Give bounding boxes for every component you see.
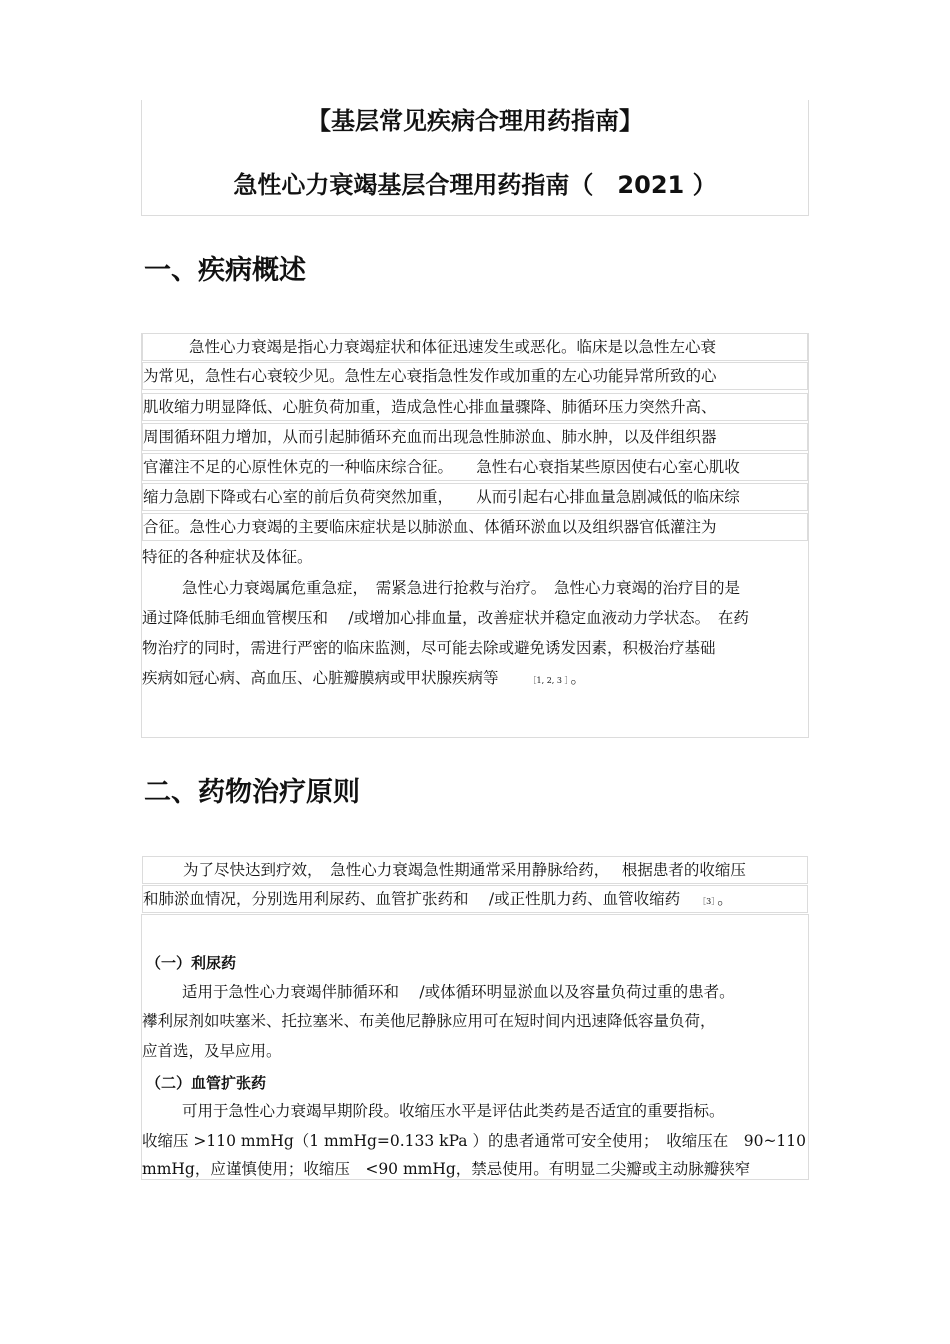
paragraph-line: mmHg，应谨慎使用；收缩压 <90 mmHg，禁忌使用。有明显二尖瓣或主动脉瓣狭窄 [142, 1160, 751, 1178]
intro-line: 为了尽快达到疗效， 急性心力衰竭急性期通常采用静脉给药， 根据患者的收缩压 [142, 856, 808, 884]
subheading-diuretics: （一）利尿药 [146, 954, 237, 972]
paragraph-line: 收缩压 >110 mmHg（1 mmHg=0.133 kPa ）的患者通常可安全使用； 收缩压在 90~110 [142, 1132, 807, 1150]
paragraph-line: 合征。急性心力衰竭的主要临床症状是以肺淤血、体循环淤血以及组织器官低灌注为 [142, 513, 808, 541]
citation-ref: ［3］ [698, 897, 716, 906]
paragraph-line: 应首选，及早应用。 [142, 1042, 282, 1060]
series-title: 【基层常见疾病合理用药指南】 [307, 107, 643, 135]
paragraph-line: 通过降低肺毛细血管楔压和 /或增加心排血量，改善症状并稳定血液动力学状态。 在药 [142, 609, 749, 627]
section-heading-principles: 二、药物治疗原则 [144, 777, 360, 808]
paragraph-line: 缩力急剧下降或右心室的前后负荷突然加重， 从而引起右心排血量急剧减低的临床综 [142, 483, 808, 511]
paragraph-line-last [142, 664, 808, 692]
paragraph-line: 襻利尿剂如呋塞米、托拉塞米、布美他尼静脉应用可在短时间内迅速降低容量负荷， [142, 1012, 716, 1030]
paragraph-line: 周围循环阻力增加，从而引起肺循环充血而出现急性肺淤血、肺水肿，以及伴组织器 [142, 423, 808, 451]
citation-ref: ［1, 2, 3 ］ [528, 676, 569, 685]
paragraph-line: 肌收缩力明显降低、心脏负荷加重，造成急性心排血量骤降、肺循环压力突然升高、 [142, 393, 808, 421]
paragraph-line: 物治疗的同时，需进行严密的临床监测，尽可能去除或避免诱发因素，积极治疗基础 [142, 639, 716, 657]
paragraph-line: 适用于急性心力衰竭伴肺循环和 /或体循环明显淤血以及容量负荷过重的患者。 [182, 983, 735, 1001]
subheading-vasodilators: （二）血管扩张药 [146, 1074, 267, 1092]
paragraph-line: 急性心力衰竭是指心力衰竭症状和体征迅速发生或恶化。临床是以急性左心衰 [142, 333, 808, 361]
paragraph-line: 特征的各种症状及体征。 [142, 548, 313, 566]
paragraph-line: 为常见，急性右心衰较少见。急性左心衰指急性发作或加重的左心功能异常所致的心 [142, 362, 808, 390]
paragraph-text: 疾病如冠心病、高血压、心脏瓣膜病或甲状腺疾病等 [142, 669, 499, 687]
paragraph-line: 急性心力衰竭属危重急症， 需紧急进行抢救与治疗。 急性心力衰竭的治疗目的是 [182, 579, 741, 597]
document-title: 急性心力衰竭基层合理用药指南（ 2021 ） [233, 171, 717, 199]
intro-text: 和肺淤血情况，分别选用利尿药、血管扩张药和 /或正性肌力药、血管收缩药 [143, 890, 681, 908]
end-punct: 。 [717, 890, 733, 908]
intro-line-last [142, 885, 808, 913]
end-punct: 。 [570, 669, 587, 687]
paragraph-line: 可用于急性心力衰竭早期阶段。收缩压水平是评估此类药是否适宜的重要指标。 [182, 1102, 725, 1120]
paragraph-line: 官灌注不足的心原性休克的一种临床综合征。 急性右心衰指某些原因使右心室心肌收 [142, 453, 808, 481]
section-heading-overview: 一、疾病概述 [144, 255, 306, 286]
